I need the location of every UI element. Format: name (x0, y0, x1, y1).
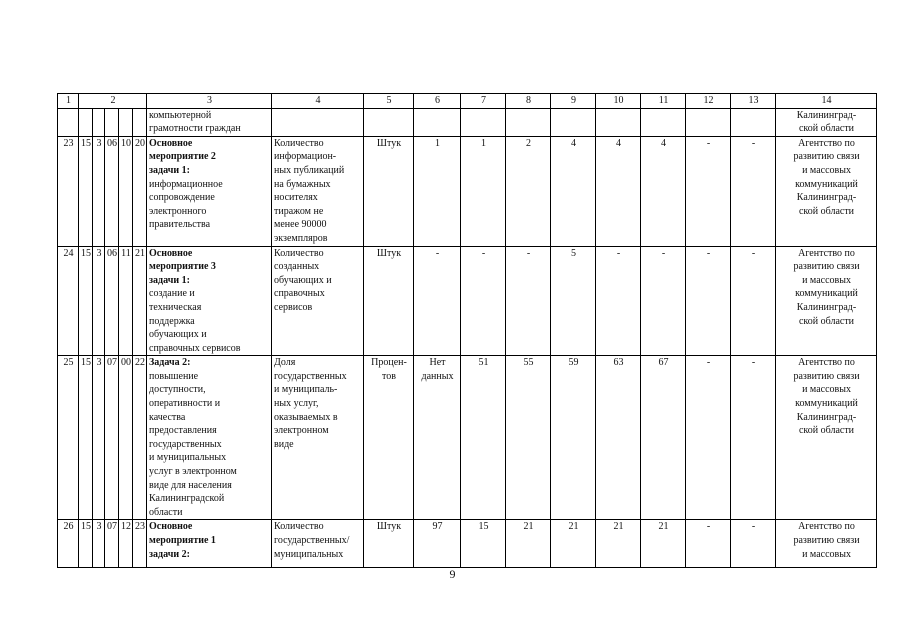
event-title-bold: Задача 2: (149, 357, 191, 369)
code-subprogram: 3 (93, 356, 105, 520)
value-col-13: - (731, 356, 776, 520)
code-task: 06 (105, 136, 119, 246)
value-col-7: 15 (461, 520, 506, 568)
code-indicator: 21 (133, 246, 147, 356)
header-col-1: 1 (58, 94, 79, 109)
code-indicator: 22 (133, 356, 147, 520)
header-col-5: 5 (364, 94, 414, 109)
event-title-bold: Основное мероприятие 1 задачи 2: (149, 521, 216, 560)
continuation-row (58, 108, 877, 136)
code-program: 15 (79, 356, 93, 520)
value-col-9: 4 (551, 136, 596, 246)
value-col-6: 1 (414, 136, 461, 246)
value-col-13: - (731, 136, 776, 246)
code-subprogram: 3 (93, 136, 105, 246)
value-col-12: - (686, 246, 731, 356)
code-event: 11 (119, 246, 133, 356)
code-program: 15 (79, 520, 93, 568)
event-title-cell (147, 136, 272, 246)
header-row (58, 94, 877, 109)
continuation-agency: Калининград- ской области (776, 108, 877, 136)
event-title-cell (147, 356, 272, 520)
value-col-12: - (686, 520, 731, 568)
value-col-6: Нет данных (414, 356, 461, 520)
table-body (58, 136, 877, 568)
value-col-10: 21 (596, 520, 641, 568)
value-col-13: - (731, 246, 776, 356)
code-indicator: 20 (133, 136, 147, 246)
event-title-text: повышение доступности, оперативности и качества предоставления государственных и муниципальных услуг в электронном виде для населения Калининградской области (149, 370, 237, 518)
value-col-12: - (686, 356, 731, 520)
value-col-7: 1 (461, 136, 506, 246)
code-indicator: 23 (133, 520, 147, 568)
table-row (58, 520, 877, 568)
value-col-7: - (461, 246, 506, 356)
value-col-11: - (641, 246, 686, 356)
value-col-9: 21 (551, 520, 596, 568)
code-task: 06 (105, 246, 119, 356)
code-program: 15 (79, 246, 93, 356)
event-title-cell (147, 246, 272, 356)
responsible-agency: Агентство по развитию связи и массовых коммуникаций Калининград- ской области (776, 136, 877, 246)
responsible-agency: Агентство по развитию связи и массовых коммуникаций Калининград- ской области (776, 246, 877, 356)
header-col-10: 10 (596, 94, 641, 109)
header-col-9: 9 (551, 94, 596, 109)
header-col-3: 3 (147, 94, 272, 109)
value-col-13: - (731, 520, 776, 568)
value-col-8: 55 (506, 356, 551, 520)
code-subprogram: 3 (93, 520, 105, 568)
table-row (58, 246, 877, 356)
indicator-name: Количество информацион- ных публикаций на бумажных носителях тиражом не менее 90000 экземпляров (272, 136, 364, 246)
continuation-title: компьютерной грамотности граждан (147, 108, 272, 136)
page-number: 9 (449, 567, 456, 581)
code-program: 15 (79, 136, 93, 246)
value-col-10: 63 (596, 356, 641, 520)
code-task: 07 (105, 520, 119, 568)
value-col-8: 2 (506, 136, 551, 246)
code-event: 12 (119, 520, 133, 568)
indicator-name: Количество созданных обучающих и справочных сервисов (272, 246, 364, 356)
unit-of-measure: Штук (364, 520, 414, 568)
event-title-bold: Основное мероприятие 2 задачи 1: (149, 137, 216, 176)
unit-of-measure: Процен- тов (364, 356, 414, 520)
value-col-12: - (686, 136, 731, 246)
event-title-cell (147, 520, 272, 568)
value-col-11: 67 (641, 356, 686, 520)
row-number: 23 (58, 136, 79, 246)
event-title-bold: Основное мероприятие 3 задачи 1: (149, 247, 216, 286)
row-number: 26 (58, 520, 79, 568)
value-col-9: 5 (551, 246, 596, 356)
value-col-10: 4 (596, 136, 641, 246)
header-col-11: 11 (641, 94, 686, 109)
value-col-8: - (506, 246, 551, 356)
unit-of-measure: Штук (364, 246, 414, 356)
responsible-agency: Агентство по развитию связи и массовых (776, 520, 877, 568)
indicator-name: Доля государственных и муниципаль- ных услуг, оказываемых в электронном виде (272, 356, 364, 520)
header-col-8: 8 (506, 94, 551, 109)
event-title-text: создание и техническая поддержка обучающих и справочных сервисов (149, 288, 241, 354)
value-col-8: 21 (506, 520, 551, 568)
unit-of-measure: Штук (364, 136, 414, 246)
header-col-12: 12 (686, 94, 731, 109)
row-number: 25 (58, 356, 79, 520)
header-col-7: 7 (461, 94, 506, 109)
code-event: 00 (119, 356, 133, 520)
value-col-6: 97 (414, 520, 461, 568)
value-col-11: 21 (641, 520, 686, 568)
value-col-6: - (414, 246, 461, 356)
value-col-11: 4 (641, 136, 686, 246)
indicator-name: Количество государственных/ муниципальных (272, 520, 364, 568)
code-subprogram: 3 (93, 246, 105, 356)
header-col-6: 6 (414, 94, 461, 109)
table-row (58, 356, 877, 520)
header-col-2: 2 (79, 94, 147, 109)
value-col-10: - (596, 246, 641, 356)
value-col-9: 59 (551, 356, 596, 520)
value-col-7: 51 (461, 356, 506, 520)
header-col-14: 14 (776, 94, 877, 109)
event-title-text: информационное сопровождение электронного правительства (149, 178, 223, 231)
table-row (58, 136, 877, 246)
header-col-4: 4 (272, 94, 364, 109)
code-task: 07 (105, 356, 119, 520)
responsible-agency: Агентство по развитию связи и массовых коммуникаций Калининград- ской области (776, 356, 877, 520)
indicators-table (57, 93, 877, 568)
row-number: 24 (58, 246, 79, 356)
header-col-13: 13 (731, 94, 776, 109)
code-event: 10 (119, 136, 133, 246)
